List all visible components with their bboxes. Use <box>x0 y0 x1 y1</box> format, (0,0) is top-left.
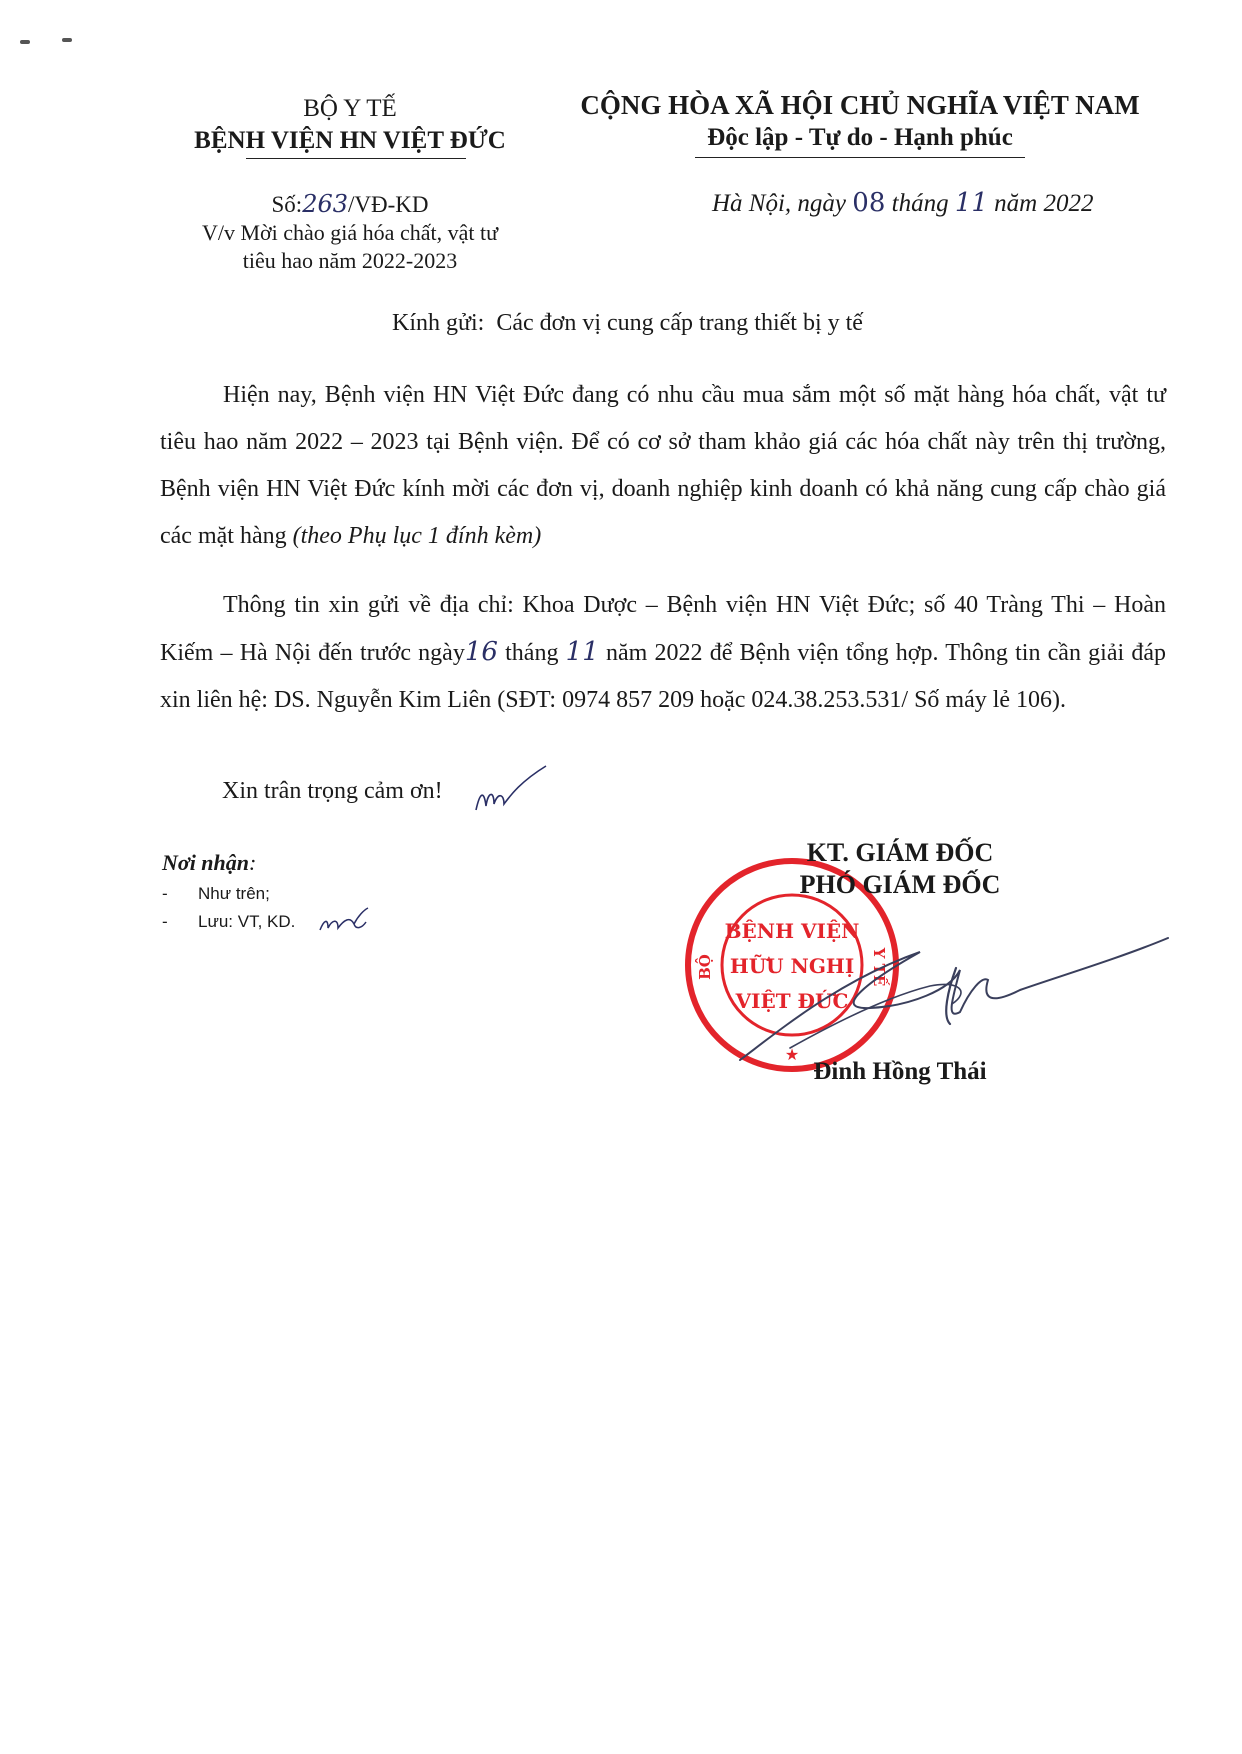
paragraph-2-part-2: tháng <box>505 640 559 666</box>
signer-name: Đinh Hồng Thái <box>813 1058 987 1085</box>
doc-no-suffix: /VĐ-KD <box>348 192 429 217</box>
subject-line-1: V/v Mời chào giá hóa chất, vật tư <box>201 220 499 245</box>
hospital-name: BỆNH VIỆN HN VIỆT ĐỨC <box>194 127 506 154</box>
date-month-handwritten: 11 <box>954 188 988 218</box>
paragraph-2-part-1: Thông tin xin gửi về địa chỉ: Khoa Dược – Bệnh viện HN Việt Đức; số 40 Tràng Thi – Hoàn Kiếm – Hà Nội đến trước ngày <box>160 592 1166 666</box>
handwritten-signature <box>720 920 1180 1080</box>
subject-line-2: tiêu hao năm 2022-2023 <box>242 248 458 273</box>
date-month-label: tháng <box>891 190 949 217</box>
national-motto: Độc lập - Tự do - Hạnh phúc <box>707 124 1013 151</box>
scan-speck <box>62 38 72 42</box>
paragraph-1-text: Hiện nay, Bệnh viện HN Việt Đức đang có nhu cầu mua sắm một số mặt hàng hóa chất, vật tư tiêu hao năm 2022 – 2023 tại Bệnh viện. Để có cơ sở tham khảo giá các hóa chất này trên thị trường, Bệnh viện HN Việt Đức kính mời các đơn vị, doanh nghiệp kinh doanh có khả năng cung cấp chào giá các mặt hàng <box>160 382 1166 549</box>
doc-no-prefix: Số: <box>271 192 303 217</box>
motto-underline <box>695 157 1025 158</box>
doc-no-handwritten: 263 <box>302 190 348 218</box>
issue-date <box>712 188 1093 218</box>
stamp-line-3: VIỆT ĐỨC <box>735 989 849 1013</box>
date-day-handwritten: 08 <box>852 188 886 218</box>
stamp-line-2: HỮU NGHỊ <box>729 954 855 978</box>
recipient-line: Kính gửi: Các đơn vị cung cấp trang thiết bị y tế <box>392 310 863 336</box>
document-number <box>140 190 560 218</box>
stamp-ring-right: Y TẾ <box>870 947 888 987</box>
body-paragraph-2 <box>160 582 1166 724</box>
recipient-item-text: Lưu: VT, KD. <box>198 912 296 931</box>
initials-mark <box>316 902 372 936</box>
recipient-bullet: - <box>162 884 168 903</box>
stamp-ring-left: BỘ <box>696 954 714 980</box>
recipient-item-text: Như trên; <box>198 884 270 903</box>
country-name: CỘNG HÒA XÃ HỘI CHỦ NGHĨA VIỆT NAM <box>580 90 1140 120</box>
deadline-day-handwritten: 16 <box>464 637 498 667</box>
ministry-name: BỘ Y TẾ <box>303 95 397 122</box>
recipient-item <box>162 912 168 932</box>
paragraph-2-part-3: năm 2022 để Bệnh viện tổng hợp. Thông tin cần giải đáp xin liên hệ: DS. Nguyễn Kim Liên (SĐT: 0974 857 209 hoặc 024.38.253.531/ Số máy lẻ 106). <box>160 640 1167 713</box>
date-year: năm 2022 <box>994 190 1094 217</box>
recipient-item <box>162 884 168 904</box>
recipient-bullet: - <box>162 912 168 931</box>
deadline-month-handwritten: 11 <box>565 637 599 667</box>
stamp-star: ★ <box>784 1045 800 1064</box>
recipients-title-text: Nơi nhận <box>162 850 250 875</box>
signature-title-1: KT. GIÁM ĐỐC <box>806 838 994 867</box>
initials-mark <box>470 762 550 822</box>
header-underline <box>246 158 466 159</box>
signature-title-2: PHÓ GIÁM ĐỐC <box>799 870 1001 899</box>
stamp-line-1: BỆNH VIỆN <box>724 919 860 943</box>
body-paragraph-1 <box>160 372 1166 560</box>
recipients-title <box>162 850 256 876</box>
paragraph-1-italic: (theo Phụ lục 1 đính kèm) <box>292 523 542 549</box>
closing-line: Xin trân trọng cảm ơn! <box>222 778 443 804</box>
scan-speck <box>20 40 30 44</box>
recipients-colon: : <box>249 850 257 875</box>
date-prefix: Hà Nội, ngày <box>712 190 847 217</box>
